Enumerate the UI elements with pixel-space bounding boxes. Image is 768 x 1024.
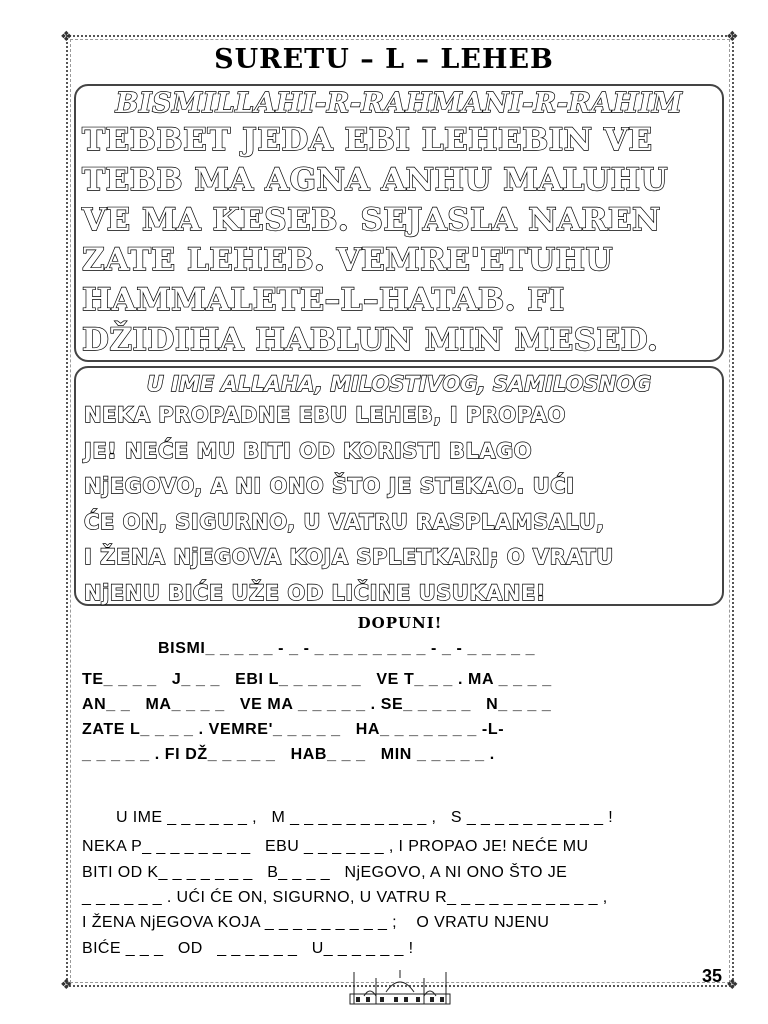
fill-in-line: BIĆE _ _ _ OD _ _ _ _ _ _ U_ _ _ _ _ _ ! <box>82 940 414 957</box>
translation-line: NEKA PROPADNE EBU LEHEB, I PROPAO <box>84 403 566 427</box>
transliteration-line: DŽIDIHA HABLUN MIN MESED. <box>82 322 659 358</box>
corner-ornament-icon: ❖ <box>60 977 73 993</box>
exercise-heading: DOPUNI! <box>357 614 443 632</box>
fill-in-line: AN_ _ MA_ _ _ _ VE MA _ _ _ _ _ . SE_ _ _ _ _ N_ _ _ _ <box>82 696 552 713</box>
translation-line: I ŽENA NjEGOVA KOJA SPLETKARI; O VRATU <box>84 545 614 569</box>
fill-in-line: NEKA P_ _ _ _ _ _ _ _ EBU _ _ _ _ _ _ , I PROPAO JE! NEĆE MU <box>82 838 589 855</box>
fill-in-line: BISMI_ _ _ _ _ - _ - _ _ _ _ _ _ _ _ - _ - _ _ _ _ _ <box>158 640 536 657</box>
fill-in-line: ZATE L_ _ _ _ . VEMRE'_ _ _ _ _ HA_ _ _ _ _ _ _ -L- <box>82 721 505 738</box>
translation-line: NjENU BIĆE UŽE OD LIČINE USUKANE! <box>84 580 546 605</box>
page-title: SURETU – L – LEHEB <box>214 44 554 75</box>
corner-ornament-icon: ❖ <box>726 29 739 45</box>
corner-ornament-icon: ❖ <box>726 977 739 993</box>
corner-ornament-icon: ❖ <box>60 29 73 45</box>
page-number: 35 <box>702 966 723 986</box>
transliteration-line: HAMMALETE–L–HATAB. FI <box>82 282 565 318</box>
fill-in-line: _ _ _ _ _ _ . UĆI ĆE ON, SIGURNO, U VATRU R_ _ _ _ _ _ _ _ _ _ _ , <box>82 889 608 906</box>
translation-line: ĆE ON, SIGURNO, U VATRU RASPLAMSALU, <box>84 509 605 534</box>
fill-in-line: U IME _ _ _ _ _ _ , M _ _ _ _ _ _ _ _ _ _ , S _ _ _ _ _ _ _ _ _ _ ! <box>116 809 614 826</box>
translation-box <box>74 366 724 606</box>
basmala-heading: BISMILLAHI-R-RAHMANI-R-RAHIM <box>115 88 683 119</box>
fill-in-line: _ _ _ _ _ . FI DŽ_ _ _ _ _ HAB_ _ _ MIN _ _ _ _ _ . <box>82 746 495 763</box>
fill-in-line: TE_ _ _ _ J_ _ _ EBI L_ _ _ _ _ _ VE T_ _ _ . MA _ _ _ _ <box>82 671 552 688</box>
fill-in-line: BITI OD K_ _ _ _ _ _ _ B_ _ _ _ NjEGOVO, A NI ONO ŠTO JE <box>82 864 568 881</box>
translation-line: JE! NEĆE MU BITI OD KORISTI BLAGO <box>84 438 533 463</box>
fill-in-line: I ŽENA NjEGOVA KOJA _ _ _ _ _ _ _ _ _ ; O VRATU NJENU <box>82 914 550 931</box>
mosque-icon <box>346 966 454 1006</box>
transliteration-line: TEBBET JEDA EBI LEHEBIN VE <box>82 122 653 158</box>
translation-heading: U IME ALLAHA, MILOSTIVOG, SAMILOSNOG <box>146 372 652 396</box>
transliteration-line: VE MA KESEB. SEJASLA NAREN <box>82 202 661 238</box>
transliteration-line: TEBB MA AGNA ANHU MALUHU <box>82 162 669 198</box>
transliteration-line: ZATE LEHEB. VEMRE'ETUHU <box>82 242 614 278</box>
translation-line: NjEGOVO, A NI ONO ŠTO JE STEKAO. UĆI <box>84 474 575 498</box>
arabic-transliteration-box <box>74 84 724 362</box>
